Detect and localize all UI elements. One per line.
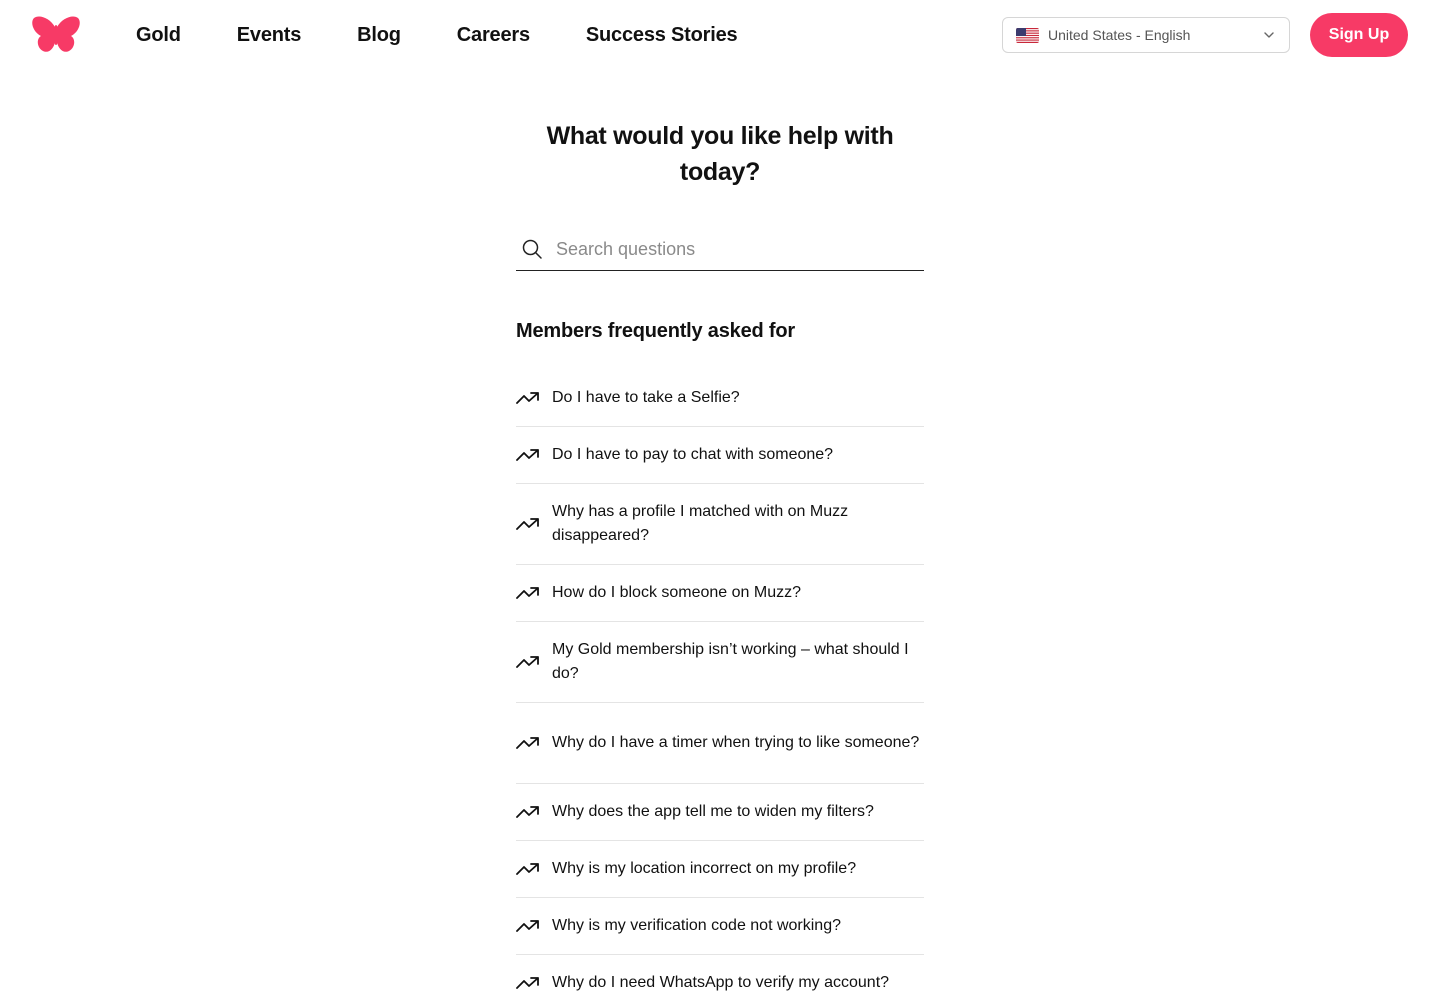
language-select[interactable]	[1002, 17, 1290, 53]
faq-question: Why does the app tell me to widen my filters?	[552, 803, 874, 820]
faq-question: Why do I have a timer when trying to like someone?	[552, 734, 920, 751]
language-label: United States - English	[1048, 27, 1191, 43]
trending-up-icon	[516, 517, 540, 531]
trending-up-icon	[516, 736, 540, 750]
faq-question: My Gold membership isn’t working – what should I do?	[552, 641, 909, 682]
faq-question: Why is my verification code not working?	[552, 917, 841, 934]
trending-up-icon	[516, 976, 540, 990]
faq-section-title: Members frequently asked for	[516, 320, 795, 342]
trending-up-icon	[516, 805, 540, 819]
trending-up-icon	[516, 655, 540, 669]
site-header	[0, 0, 1440, 70]
faq-list	[516, 370, 924, 1000]
faq-item[interactable]	[516, 898, 924, 955]
faq-item[interactable]	[516, 370, 924, 427]
faq-item[interactable]	[516, 955, 924, 1000]
faq-question: Do I have to pay to chat with someone?	[552, 446, 834, 463]
butterfly-logo-icon[interactable]	[31, 15, 81, 55]
nav-link-careers[interactable]: Careers	[456, 23, 530, 46]
faq-item[interactable]	[516, 703, 924, 784]
trending-up-icon	[516, 448, 540, 462]
main-nav	[136, 0, 793, 70]
search-icon	[521, 238, 543, 260]
faq-item[interactable]	[516, 484, 924, 565]
faq-question: Do I have to take a Selfie?	[552, 389, 740, 406]
faq-item[interactable]	[516, 565, 924, 622]
faq-item[interactable]	[516, 622, 924, 703]
us-flag-icon	[1016, 28, 1039, 43]
faq-item[interactable]	[516, 427, 924, 484]
page-title: What would you like help with today?	[546, 122, 894, 186]
trending-up-icon	[516, 919, 540, 933]
trending-up-icon	[516, 586, 540, 600]
search-input[interactable]	[556, 239, 896, 260]
sign-up-button[interactable]: Sign Up	[1310, 13, 1408, 57]
faq-question: How do I block someone on Muzz?	[552, 584, 802, 601]
nav-link-events[interactable]: Events	[236, 23, 302, 46]
faq-item[interactable]	[516, 784, 924, 841]
chevron-down-icon	[1263, 29, 1275, 41]
nav-link-gold[interactable]: Gold	[136, 23, 181, 46]
search-bar	[516, 228, 924, 271]
nav-link-blog[interactable]: Blog	[357, 23, 401, 46]
trending-up-icon	[516, 391, 540, 405]
nav-link-success-stories[interactable]: Success Stories	[585, 23, 738, 46]
faq-item[interactable]	[516, 841, 924, 898]
faq-question: Why do I need WhatsApp to verify my account?	[552, 974, 890, 991]
trending-up-icon	[516, 862, 540, 876]
faq-question: Why has a profile I matched with on Muzz disappeared?	[552, 503, 849, 544]
faq-question: Why is my location incorrect on my profile?	[552, 860, 857, 877]
